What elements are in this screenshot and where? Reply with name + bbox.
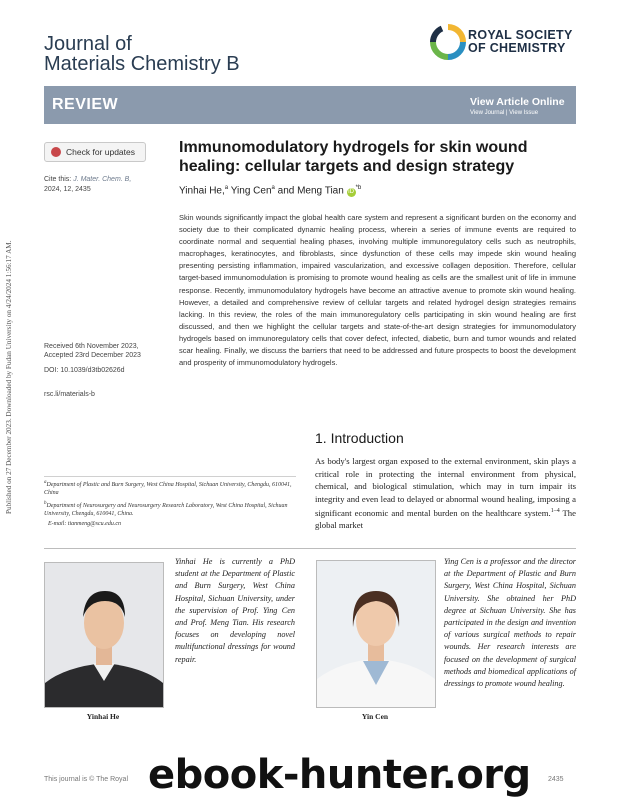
publisher-line1: ROYAL SOCIETY [468,28,573,42]
crossmark-icon [51,147,61,157]
check-for-updates-label: Check for updates [66,147,135,157]
affiliation-mark: a [44,480,47,485]
check-for-updates-button[interactable] [44,142,146,162]
bio-text-ying-cen: Ying Cen is a professor and the director at the Department of Plastic and Burn Surgery, West China Hospital, Sichuan University. She obtained her PhD degree at Sichuan University. She has participated in the design and invention of various surgical methods to repair wounds. Her research interests are focused on the development of surgical methods and biomedical applications of dressings to promote wound healing. [444,557,576,689]
bio-text-yinhai-he: Yinhai He is currently a PhD student at the Department of Plastic and Burn Surgery, West China Hospital, Sichuan University, under the supervision of Prof. Ying Cen and Prof. Meng Tian. His research focuses on developing novel multifunctional dressings for wound repair. [175,557,295,664]
author-name[interactable]: Ying Cen [230,185,272,197]
abstract-text: Skin wounds significantly impact the global health care system and represent a significant burden on the economy and society due to their complicated dynamic healing process, wherein a series of immune events are required to coordinate normal and sequential healing phases, involving multiple immunoregulatory cells such as neutrophils, macrophages, keratinocytes, and fibroblasts, since dysfunction of these cells may impede skin wound healing presenting persisting inflammation, impaired vascularization, and excessive collagen deposition. Therefore, cellular target-based immunomodulation is promising to promote wound healing as cells are the smallest unit of life in immune response. Recently, immunomodulatory hydrogels have become an attractive avenue to promote skin wound healing. However, a detailed and comprehensive review of cellular targets and related hydrogel design strategies remains lacking. In this review, the roles of the main immunoregulatory cells participating in skin wound healing are first discussed, and then we highlight the cellular targets and state-of-the-art design strategies for immunomodulatory hydrogels based on immunoregulatory cells that cover defect, infected, diabetic, burn and tumor wounds and related scar healing. Finally, we discuss the barriers that need to be addressed and future prospects to boost the development and prosperity of immunomodulatory hydrogels. [179,213,576,368]
copyright-footer: This journal is © The Royal [44,776,129,783]
cite-block [44,175,154,195]
publisher-name [468,29,573,55]
intro-paragraph [315,455,576,532]
author-affiliation-mark: *b [355,185,362,191]
affiliation-text: Department of Plastic and Burn Surgery, West China Hospital, Sichuan University, Chengdu, 610041, China [44,482,292,496]
received-date: Received 6th November 2023, [44,343,139,350]
intro-text: As body's largest organ exposed to the external environment, skin plays a critical role in protecting the internal environment from physical, chemical, and biological stimulation, which may in turn impair its integrity and even lead to delayed or abnormal wound healing, imposing a significant economic and mental burden on the healthcare system. [315,456,576,518]
author-photo-ying-cen [316,560,436,708]
affiliation-a [44,479,296,497]
reference-citation[interactable]: 1–4 [550,508,560,514]
cite-journal: J. Mater. Chem. B, [73,176,132,183]
cite-prefix: Cite this: [44,176,72,183]
view-article-online-link[interactable]: View Article Online [470,96,565,108]
author-name[interactable]: and Meng Tian [277,185,344,197]
watermark: ebook-hunter.org [148,752,531,798]
affiliation-mark: b [44,501,47,506]
article-title: Immunomodulatory hydrogels for skin wound healing: cellular targets and design strategy [179,139,528,175]
intro-tail: The global market [315,507,576,531]
cite-year-volume: 2024, 12, 2435 [44,186,91,193]
publisher-line2: OF CHEMISTRY [468,41,566,55]
page-number: 2435 [548,776,564,783]
bio-name-yinhai-he: Yinhai He [86,712,120,721]
affiliation-divider [44,476,296,477]
author-photo-yinhai-he [44,562,164,708]
view-journal-issue-links[interactable]: View Journal | View Issue [470,110,539,116]
bio-divider [44,548,576,549]
author-list [179,185,361,197]
journal-site-link[interactable]: rsc.li/materials-b [44,391,95,398]
affiliation-b [44,500,296,518]
bio-name-ying-cen: Yin Cen [361,712,389,721]
doi[interactable]: DOI: 10.1039/d3tb02626d [44,367,125,374]
author-affiliation-mark: a [224,185,229,191]
publication-side-note: Published on 27 December 2023. Downloaded by Fudan University on 4/24/2024 1:56:17 AM. [5,240,13,514]
contact-email[interactable]: E-mail: tianmeng@scu.edu.cn [48,521,122,527]
section-heading: 1. Introduction [315,430,404,446]
accepted-date: Accepted 23rd December 2023 [44,352,141,359]
article-type-label: REVIEW [52,96,119,113]
orcid-icon[interactable]: iD [348,189,354,196]
author-affiliation-mark: a [271,185,275,191]
journal-title-line2: Materials Chemistry B [44,53,240,75]
rsc-logo-icon [430,24,466,65]
affiliation-text: Department of Neurosurgery and Neurosurgery Research Laboratory, West China Hospital, Sichuan University, Chengdu, 610041, China. [44,503,288,517]
journal-title-line1: Journal of [44,33,132,55]
author-name[interactable]: Yinhai He, [179,185,225,197]
journal-title [44,34,240,74]
